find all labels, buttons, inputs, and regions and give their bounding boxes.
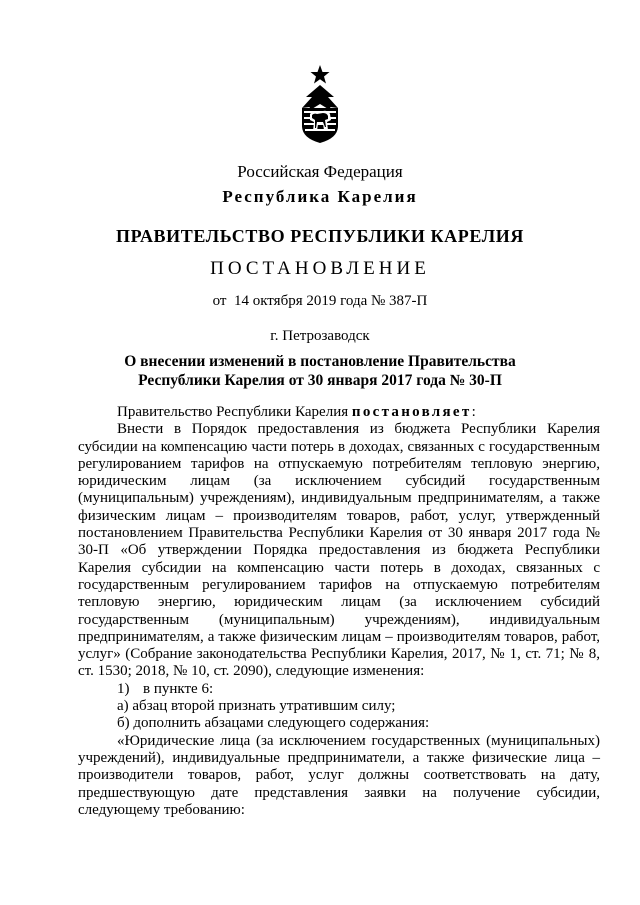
item-number: 1) [117, 680, 130, 697]
document-body [78, 404, 600, 819]
document-title-line: О внесении изменений в постановление Правительства [124, 353, 516, 370]
intro-suffix: : [471, 404, 476, 420]
country-name: Российская Федерация [237, 162, 403, 181]
item-text: в пункте 6: [143, 680, 214, 697]
city: г. Петрозаводск [270, 328, 370, 344]
list-item [78, 681, 600, 698]
sub-item-a: а) абзац второй признать утратившим силу; [117, 698, 396, 715]
republic-name: Республика Карелия [222, 187, 418, 206]
intro-verb: постановляет [351, 404, 472, 420]
sub-item-b: б) дополнить абзацами следующего содержания: [117, 715, 430, 732]
intro-prefix: Правительство Республики Карелия [117, 404, 352, 420]
government-name: ПРАВИТЕЛЬСТВО РЕСПУБЛИКИ КАРЕЛИЯ [116, 226, 524, 246]
document-type: ПОСТАНОВЛЕНИЕ [210, 258, 430, 279]
date-line: от 14 октября 2019 года № 387-П [212, 293, 428, 309]
document-title-line: Республики Карелия от 30 января 2017 года № 30-П [138, 372, 502, 389]
document-title [80, 352, 560, 390]
quote-paragraph: «Юридические лица (за исключением государственных (муниципальных) учреждений), индивидуальные предприниматели, а также физические лица – производители товаров, работ, услуг должны соответствовать на дату, предшествующую дате представления заявки на получение субсидии, следующему требованию: [78, 732, 600, 818]
karelia-coat-of-arms-icon [296, 64, 344, 144]
intro-paragraph [78, 404, 600, 421]
main-paragraph: Внести в Порядок предоставления из бюджета Республики Карелия субсидии на компенсацию части потерь в доходах, связанных с государственным регулированием тарифов на отпускаемую потребителям тепловую энергию, юридическим лицам (за исключением субсидий государственным (муниципальным) учреждениям), индивидуальным предпринимателям, а также физическим лицам – производителям товаров, работ, услуг, утвержденный постановлением Правительства Республики Карелия от 30 января 2017 года № 30-П «Об утверждении Порядка предоставления из бюджета Республики Карелия субсидии на компенсацию части потерь в доходах, связанных с государственным регулированием тарифов на отпускаемую потребителям тепловую энергию, юридическим лицам (за исключением субсидий государственным (муниципальным) учреждениям), индивидуальным предпринимателям, а также физическим лицам – производителям товаров, работ, услуг» (Собрание законодательства Республики Карелия, 2017, № 1, ст. 71; № 8, ст. 1530; 2018, № 10, ст. 2090), следующие изменения: [78, 421, 600, 680]
